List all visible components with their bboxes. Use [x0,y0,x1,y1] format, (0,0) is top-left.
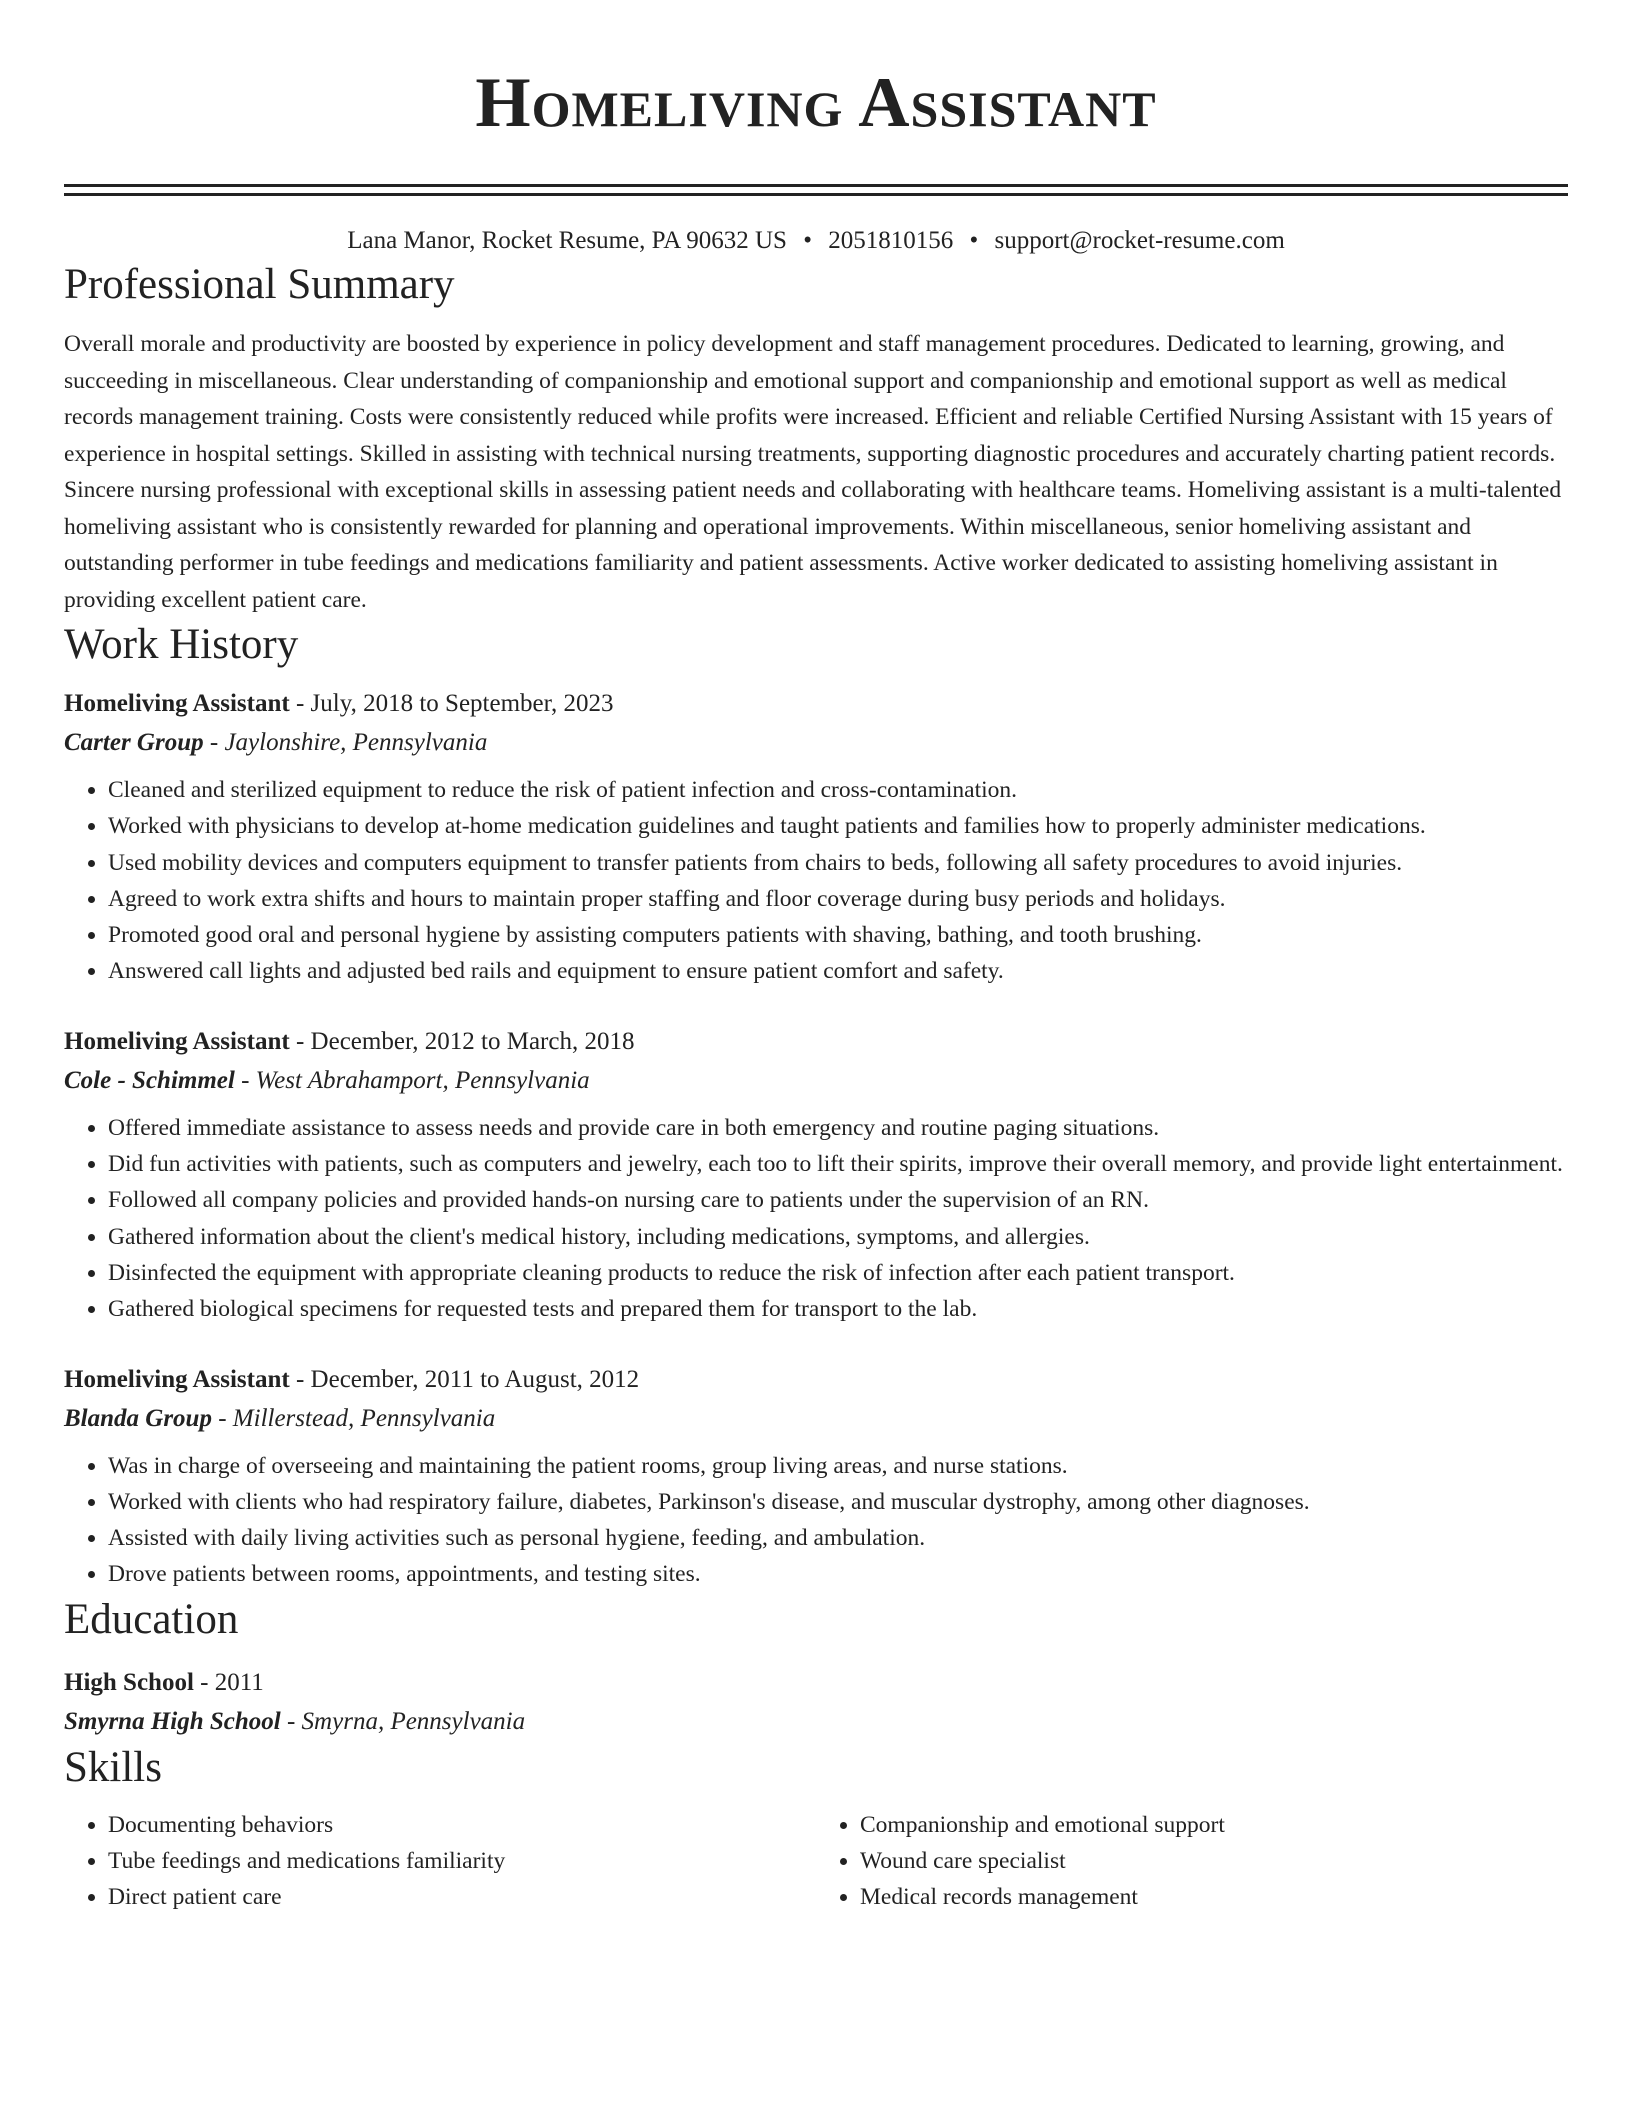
contact-email: support@rocket-resume.com [994,227,1285,254]
education-year: - 2011 [193,1668,264,1696]
job-bullet: • Cleaned and sterilized equipment to reduce the risk of patient infection and cross-contamination. [108,772,1568,808]
resume-name: Homeliving Assistant [475,64,1157,142]
work-history-heading: Work History [64,621,299,668]
job-bullet: • Offered immediate assistance to assess needs and provide care in both emergency and routine paging situations. [108,1110,1568,1146]
job-dates: - July, 2018 to September, 2023 [289,690,614,717]
education-location: - Smyrna, Pennsylvania [280,1707,526,1735]
job-title: Homeliving Assistant [64,1365,290,1393]
contact-separator: • [969,227,979,254]
job-title-line [64,684,1568,724]
job-bullet: • Worked with physicians to develop at-home medication guidelines and taught patients and families how to properly administer medications. [108,808,1568,844]
summary-text: Overall morale and productivity are boosted by experience in policy development and staff management procedures. Dedicated to learning, growing, and succeeding in miscellaneous. Clear understanding of companionship and emotional support and companionship and emotional support as well as medical records management training. Costs were consistently reduced while profits were increased. Efficient and reliable Certified Nursing Assistant with 15 years of experience in hospital settings. Skilled in assisting with technical nursing treatments, supporting diagnostic procedures and accurately charting patient records. Sincere nursing professional with exceptional skills in assessing patient needs and collaborating with healthcare teams. Homeliving assistant is a multi-talented homeliving assistant who is consistently rewarded for planning and operational improvements. Within miscellaneous, senior homeliving assistant and outstanding performer in tube feedings and medications familiarity and patient assessments. Active worker dedicated to assisting homeliving assistant in providing excellent patient care. [64,331,1562,613]
job-location: - Jaylonshire, Pennsylvania [203,729,488,756]
contact-phone: 2051810156 [828,227,954,254]
education-school-line [64,1702,1568,1741]
job-company-line [64,724,1568,762]
skills-column-right [816,1807,1568,1915]
education-degree: High School [64,1668,194,1696]
education-entry [64,1663,1568,1741]
education-heading: Education [64,1595,239,1643]
job-bullet: • Promoted good oral and personal hygiene by assisting computers patients with shaving, bathing, and tooth brushing. [108,917,1568,953]
job-bullet: • Drove patients between rooms, appointments, and testing sites. [108,1556,1568,1592]
skill-item: • Companionship and emotional support [860,1807,1568,1843]
job-company: Cole - Schimmel [64,1066,235,1094]
skill-item: • Direct patient care [108,1879,816,1915]
job-bullet: • Disinfected the equipment with appropriate cleaning products to reduce the risk of infection after each patient transport. [108,1255,1568,1291]
header-rule-thick [64,184,1568,187]
job-company: Blanda Group [64,1404,212,1432]
job-bullet: • Used mobility devices and computers equipment to transfer patients from chairs to beds, following all safety procedures to avoid injuries. [108,845,1568,881]
job-bullets [64,772,1568,990]
job-bullet: • Gathered biological specimens for requested tests and prepared them for transport to the lab. [108,1291,1568,1327]
skills-list [64,1807,1568,1915]
skill-item: • Tube feedings and medications familiarity [108,1843,816,1879]
job-entry [64,684,1568,990]
job-title-line [64,1360,1568,1400]
job-company: Carter Group [64,729,204,756]
job-bullets [64,1448,1568,1593]
job-company-line [64,1062,1568,1100]
education-degree-line [64,1663,1568,1702]
job-location: - West Abrahamport, Pennsylvania [234,1066,590,1094]
job-bullets [64,1110,1568,1328]
skill-item: • Medical records management [860,1879,1568,1915]
job-dates: - December, 2011 to August, 2012 [289,1365,640,1393]
job-bullet: • Gathered information about the client's medical history, including medications, symptoms, and allergies. [108,1219,1568,1255]
summary-heading: Professional Summary [64,261,455,308]
job-company-line [64,1400,1568,1438]
job-bullet: • Did fun activities with patients, such as computers and jewelry, each too to lift their spirits, improve their overall memory, and provide light entertainment. [108,1146,1568,1182]
job-dates: - December, 2012 to March, 2018 [289,1027,635,1055]
job-title: Homeliving Assistant [64,1027,290,1055]
contact-line [64,224,1568,258]
job-bullet: • Answered call lights and adjusted bed rails and equipment to ensure patient comfort and safety. [108,953,1568,989]
job-title-line [64,1022,1568,1062]
header-rule-thin [64,193,1568,196]
job-bullet: • Followed all company policies and provided hands-on nursing care to patients under the supervision of an RN. [108,1182,1568,1218]
job-title: Homeliving Assistant [64,690,290,717]
job-bullet: • Was in charge of overseeing and maintaining the patient rooms, group living areas, and nurse stations. [108,1448,1568,1484]
job-bullet: • Worked with clients who had respiratory failure, diabetes, Parkinson's disease, and muscular dystrophy, among other diagnoses. [108,1484,1568,1520]
job-bullet: • Agreed to work extra shifts and hours to maintain proper staffing and floor coverage during busy periods and holidays. [108,881,1568,917]
job-bullet: • Assisted with daily living activities such as personal hygiene, feeding, and ambulation. [108,1520,1568,1556]
contact-separator: • [803,227,812,254]
skill-item: • Wound care specialist [860,1843,1568,1879]
contact-address: Lana Manor, Rocket Resume, PA 90632 US [347,227,787,254]
skill-item: • Documenting behaviors [108,1807,816,1843]
skills-column-left [64,1807,816,1915]
job-location: - Millerstead, Pennsylvania [211,1404,496,1432]
job-entry [64,1360,1568,1593]
skills-heading: Skills [64,1743,162,1791]
education-school: Smyrna High School [64,1707,281,1735]
job-entry [64,1022,1568,1328]
